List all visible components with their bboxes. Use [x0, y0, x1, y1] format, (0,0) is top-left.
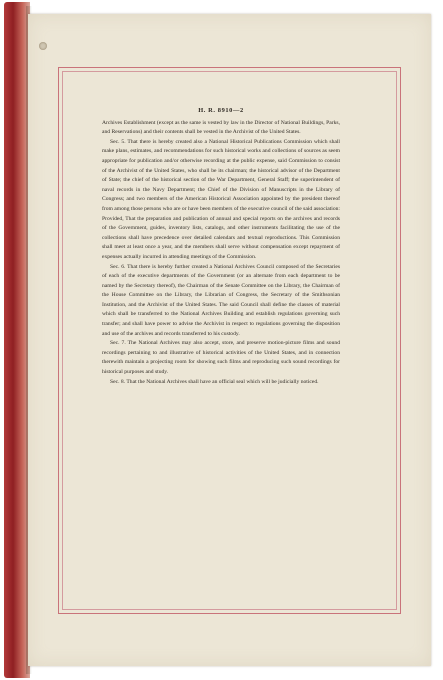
paragraph-section-6: Sec. 6. That there is hereby further created a National Archives Council composed of the Secretaries of each of the executive departments of the Government (or an alternate from each department to be named by the Secretary thereof), the Chairman of the Senate Committee on the Library, the Chairman of the House Committee on the Library, the Librarian of Congress, the Secretary of the Smithsonian Institution, and the Archivist of the United States. The said Council shall define the classes of material which shall be transferred to the National Archives Building and establish regulations governing such transfer; and shall have power to advise the Archivist in respect to regulations governing the disposition and use of the archives and records transferred to his custody. [102, 263, 340, 337]
paragraph-section-4-continuation: Archives Establishment (except as the same is vested by law in the Director of National Buildings, Parks, and Reservations) and their contents shall be vested in the Archivist of the United States. [102, 119, 340, 136]
punch-hole-icon [39, 42, 47, 50]
paragraph-section-8: Sec. 8. That the National Archives shall have an official seal which will be judicially noticed. [110, 378, 319, 385]
bill-text-block [102, 106, 340, 387]
bill-number-heading: H. R. 8910—2 [198, 107, 244, 114]
paragraph-section-5: Sec. 5. That there is hereby created also a National Historical Publications Commission which shall make plans, estimates, and recommendations for such historical works and collections of sources as seem appropriate for publication and/or otherwise recording at the public expense, said Commission to consist of the Archivist of the United States, who shall be its chairman; the historical advisor of the Department of State; the chief of the historical section of the War Department, General Staff; the superintendent of naval records in the Navy Department; the Chief of the Division of Manuscripts in the Library of Congress; and two members of the American Historical Association appointed by the president thereof from among those persons who are or have been members of the executive council of the said association: Provided, That the preparation and publication of annual and special reports on the archives and records of the Government, guides, inventory lists, catalogs, and other instruments facilitating the use of the collections shall have precedence over detailed calendars and textual reproductions. This Commission shall meet at least once a year, and the members shall serve without compensation except repayment of expenses actually incurred in attending meetings of the Commission. [102, 138, 340, 260]
paragraph-section-7: Sec. 7. The National Archives may also accept, store, and preserve motion-picture films and sound recordings pertaining to and illustrative of historical activities of the United States, and in connection therewith maintain a projecting room for showing such films and reproducing such sound recordings for historical purposes and study. [102, 340, 340, 376]
